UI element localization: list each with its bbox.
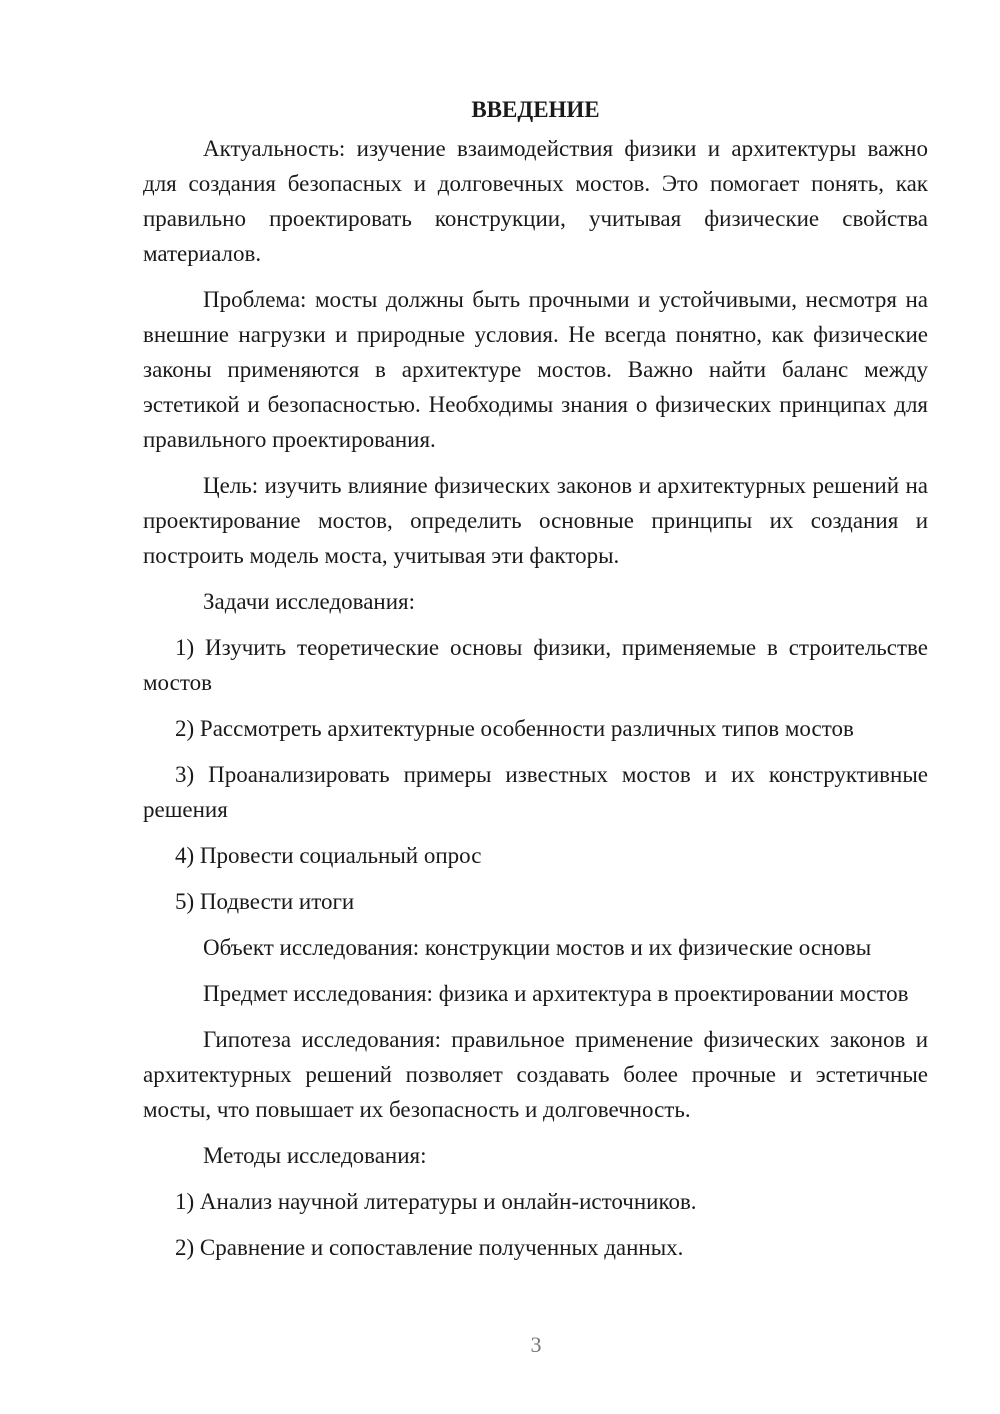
- task-item-3: 3) Проанализировать примеры известных мостов и их конструктивные решения: [143, 762, 928, 822]
- hypothesis-paragraph: Гипотеза исследования: правильное применение физических законов и архитектурных решений позволяет создавать более прочные и эстетичные мосты, что повышает их безопасность и долговечность.: [143, 1027, 928, 1122]
- page-title: ВВЕДЕНИЕ: [471, 97, 600, 122]
- methods-heading: Методы исследования:: [203, 1143, 427, 1168]
- relevance-paragraph: Актуальность: изучение взаимодействия физики и архитектуры важно для создания безопасных и долговечных мостов. Это помогает понять, как правильно проектировать конструкции, учитывая физические свойства материалов.: [143, 136, 928, 266]
- page-body: [143, 92, 928, 1276]
- goal-paragraph: Цель: изучить влияние физических законов и архитектурных решений на проектирование мостов, определить основные принципы их создания и построить модель моста, учитывая эти факторы.: [143, 473, 928, 568]
- object-paragraph: Объект исследования: конструкции мостов и их физические основы: [203, 935, 872, 960]
- tasks-heading: Задачи исследования:: [203, 589, 416, 614]
- task-item-5: 5) Подвести итоги: [175, 889, 355, 914]
- subject-paragraph: Предмет исследования: физика и архитектура в проектировании мостов: [203, 981, 909, 1006]
- page-number: 3: [530, 1332, 542, 1357]
- task-item-2: 2) Рассмотреть архитектурные особенности различных типов мостов: [175, 716, 854, 741]
- task-item-1: 1) Изучить теоретические основы физики, применяемые в строительстве мостов: [143, 635, 928, 695]
- problem-paragraph: Проблема: мосты должны быть прочными и устойчивыми, несмотря на внешние нагрузки и природные условия. Не всегда понятно, как физические законы применяются в архитектуре мостов. Важно найти баланс между эстетикой и безопасностью. Необходимы знания о физических принципах для правильного проектирования.: [143, 287, 928, 452]
- method-item-2: 2) Сравнение и сопоставление полученных данных.: [175, 1235, 684, 1260]
- method-item-1: 1) Анализ научной литературы и онлайн-источников.: [175, 1189, 697, 1214]
- task-item-4: 4) Провести социальный опрос: [175, 843, 482, 868]
